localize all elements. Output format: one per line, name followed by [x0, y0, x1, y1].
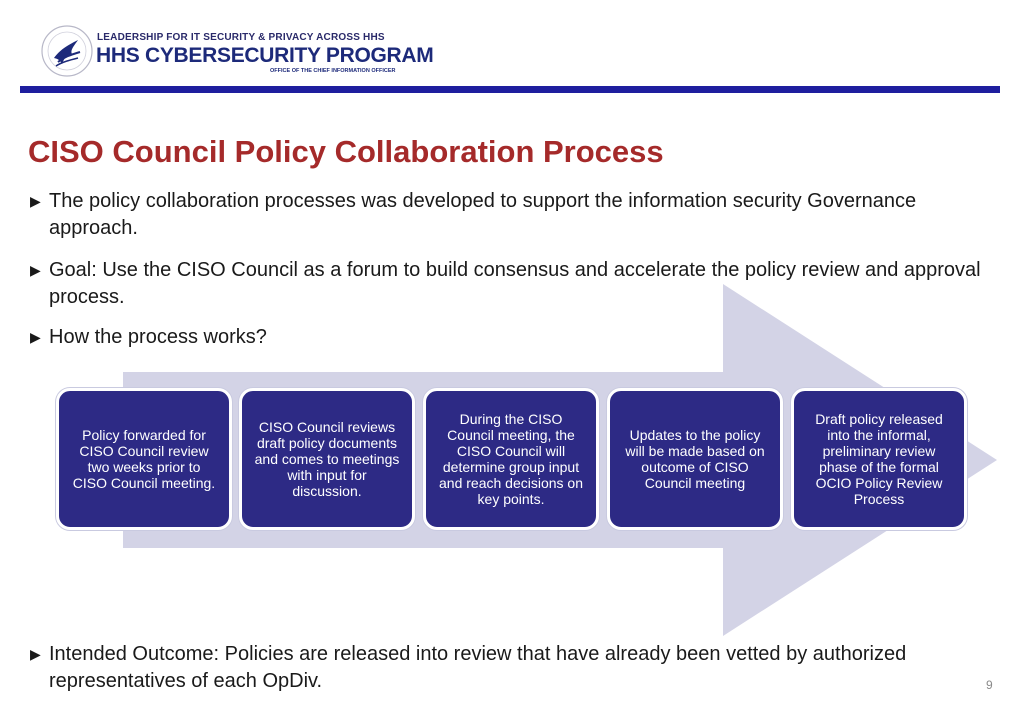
bullet-arrow-icon: ▶ — [30, 646, 41, 662]
bullet-text: How the process works? — [49, 326, 267, 348]
bullet-text: The policy collaboration processes was developed to support the information security Governance approach. — [49, 190, 917, 239]
process-step: During the CISO Council meeting, the CISO Council will determine group input and reach decisions on key points. — [423, 388, 599, 530]
office-name: OFFICE OF THE CHIEF INFORMATION OFFICER — [270, 68, 396, 74]
process-step: CISO Council reviews draft policy documents and comes to meetings with input for discussion. — [239, 388, 415, 530]
bullet-text: Goal: Use the CISO Council as a forum to build consensus and accelerate the policy review and approval process. — [49, 259, 981, 308]
program-name: HHS CYBERSECURITY PROGRAM — [96, 44, 434, 67]
bullet-text: Intended Outcome: Policies are released into review that have already been vetted by authorized representatives of each OpDiv. — [49, 643, 907, 692]
slide-title: CISO Council Policy Collaboration Process — [28, 134, 664, 169]
process-step: Draft policy released into the informal, preliminary review phase of the formal OCIO Policy Review Process — [791, 388, 967, 530]
bullet-item — [30, 641, 960, 695]
process-step: Updates to the policy will be made based on outcome of CISO Council meeting — [607, 388, 783, 530]
page-number: 9 — [986, 678, 993, 692]
bullet-arrow-icon: ▶ — [30, 262, 41, 278]
bullet-arrow-icon: ▶ — [30, 329, 41, 345]
header-tagline: LEADERSHIP FOR IT SECURITY & PRIVACY ACROSS HHS — [97, 32, 385, 43]
bullet-arrow-icon: ▶ — [30, 193, 41, 209]
process-step: Policy forwarded for CISO Council review two weeks prior to CISO Council meeting. — [56, 388, 232, 530]
